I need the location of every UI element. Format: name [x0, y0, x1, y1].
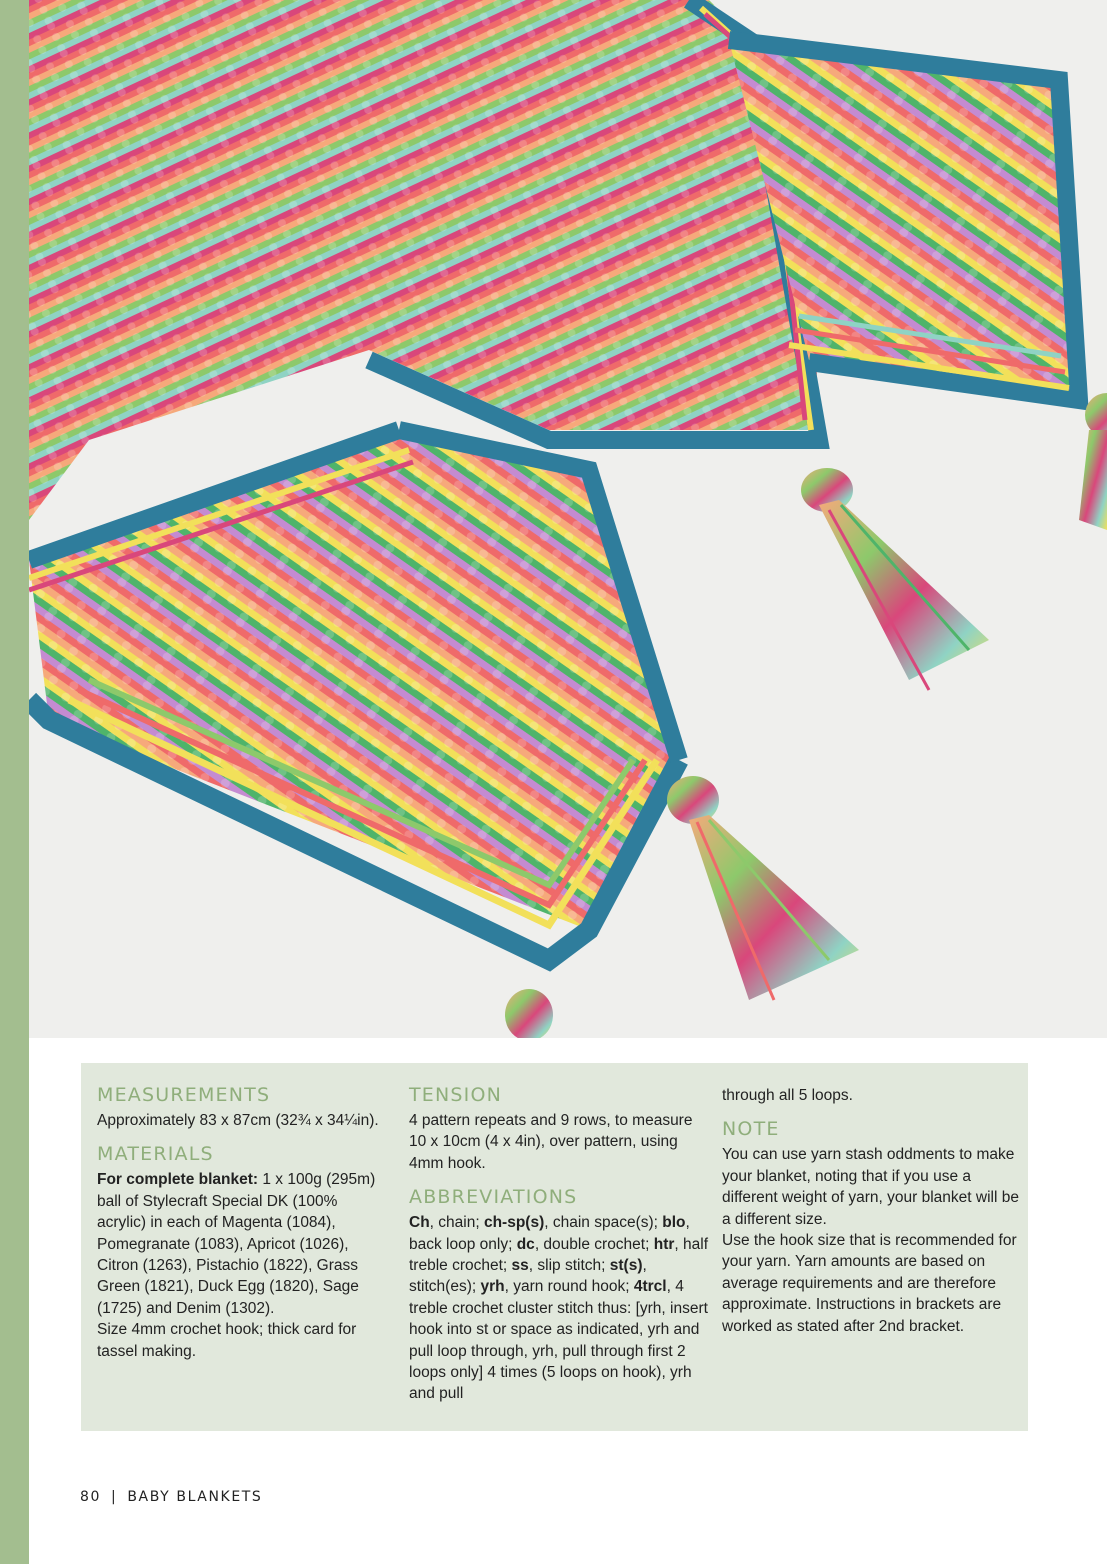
measurements-text: Approximately 83 x 87cm (32¾ x 34¼in). — [97, 1112, 379, 1129]
abbr-definition: , chain; — [429, 1214, 484, 1232]
page-number: 80 — [80, 1489, 102, 1505]
abbr-definition: , half treble crochet; — [409, 1235, 709, 1275]
abbr-term: htr — [653, 1235, 675, 1253]
note-text-1: You can use yarn stash oddments to make your blanket, noting that if you use a different weight of yarn, your blanket will be a different size. — [722, 1146, 1019, 1228]
abbr-definition: , yarn round hook; — [504, 1278, 634, 1296]
abbr-definition: , chain space(s); — [544, 1214, 663, 1232]
footer-separator: | — [111, 1489, 118, 1505]
measurements-heading: MEASUREMENTS — [97, 1084, 271, 1106]
tension-text: 4 pattern repeats and 9 rows, to measure 10 x 10cm (4 x 4in), over pattern, using 4mm hook. — [409, 1112, 693, 1172]
side-accent-bar — [0, 0, 29, 1564]
abbr-term: st(s) — [609, 1257, 643, 1275]
abbr-definition: , back loop only; — [409, 1214, 690, 1253]
materials-body: 1 x 100g (295m) ball of Stylecraft Special DK (100% acrylic) in each of Magenta (1084), Pomegranate (1083), Apricot (1026), Citron (1263), Pistachio (1822), Grass Green (1821), Duck Egg (1820), Sage (1725) and Denim (1302). — [97, 1171, 376, 1317]
abbr-term: yrh — [480, 1278, 505, 1296]
page-footer — [80, 1489, 262, 1505]
abbr-definition: , slip stitch; — [528, 1257, 610, 1275]
abbreviations-text — [409, 1212, 709, 1405]
abbr-term: ss — [511, 1257, 529, 1275]
materials-lead: For complete blanket: — [97, 1171, 259, 1189]
abbr-term: ch-sp(s) — [483, 1214, 545, 1232]
tension-heading: TENSION — [409, 1084, 503, 1106]
crochet-blanket-illustration — [29, 0, 1107, 1038]
section-title: BABY BLANKETS — [127, 1489, 263, 1505]
abbreviations-heading: ABBREVIATIONS — [409, 1186, 578, 1209]
pattern-info-panel — [81, 1063, 1028, 1431]
info-column-2 — [409, 1083, 709, 1405]
abbr-term: Ch — [409, 1214, 430, 1232]
abbr-definition: , stitch(es); — [409, 1257, 647, 1296]
note-text-2: Use the hook size that is recommended for your yarn. Yarn amounts are based on average requirements and are therefore approximate. Instructions in brackets are worked as stated after 2nd bracket. — [722, 1232, 1017, 1335]
note-heading: NOTE — [722, 1118, 780, 1141]
materials-text — [97, 1169, 389, 1319]
info-column-3 — [722, 1085, 1022, 1337]
materials-heading: MATERIALS — [97, 1143, 214, 1166]
abbreviations-continued: through all 5 loops. — [722, 1087, 853, 1104]
abbr-definition: , 4 treble crochet cluster stitch thus: [yrh, insert hook into st or space as indicated, yrh and pull loop through, yrh, pull through first 2 loops only] 4 times (5 loops on hook), yrh and pull — [409, 1278, 708, 1403]
abbr-term: blo — [662, 1214, 686, 1232]
abbr-definition: , double crochet; — [534, 1235, 654, 1253]
blanket-photo — [29, 0, 1107, 1038]
abbr-term: dc — [516, 1235, 535, 1253]
abbr-term: 4trcl — [633, 1278, 667, 1296]
info-column-1 — [97, 1083, 389, 1362]
materials-hook-text: Size 4mm crochet hook; thick card for tassel making. — [97, 1321, 357, 1360]
